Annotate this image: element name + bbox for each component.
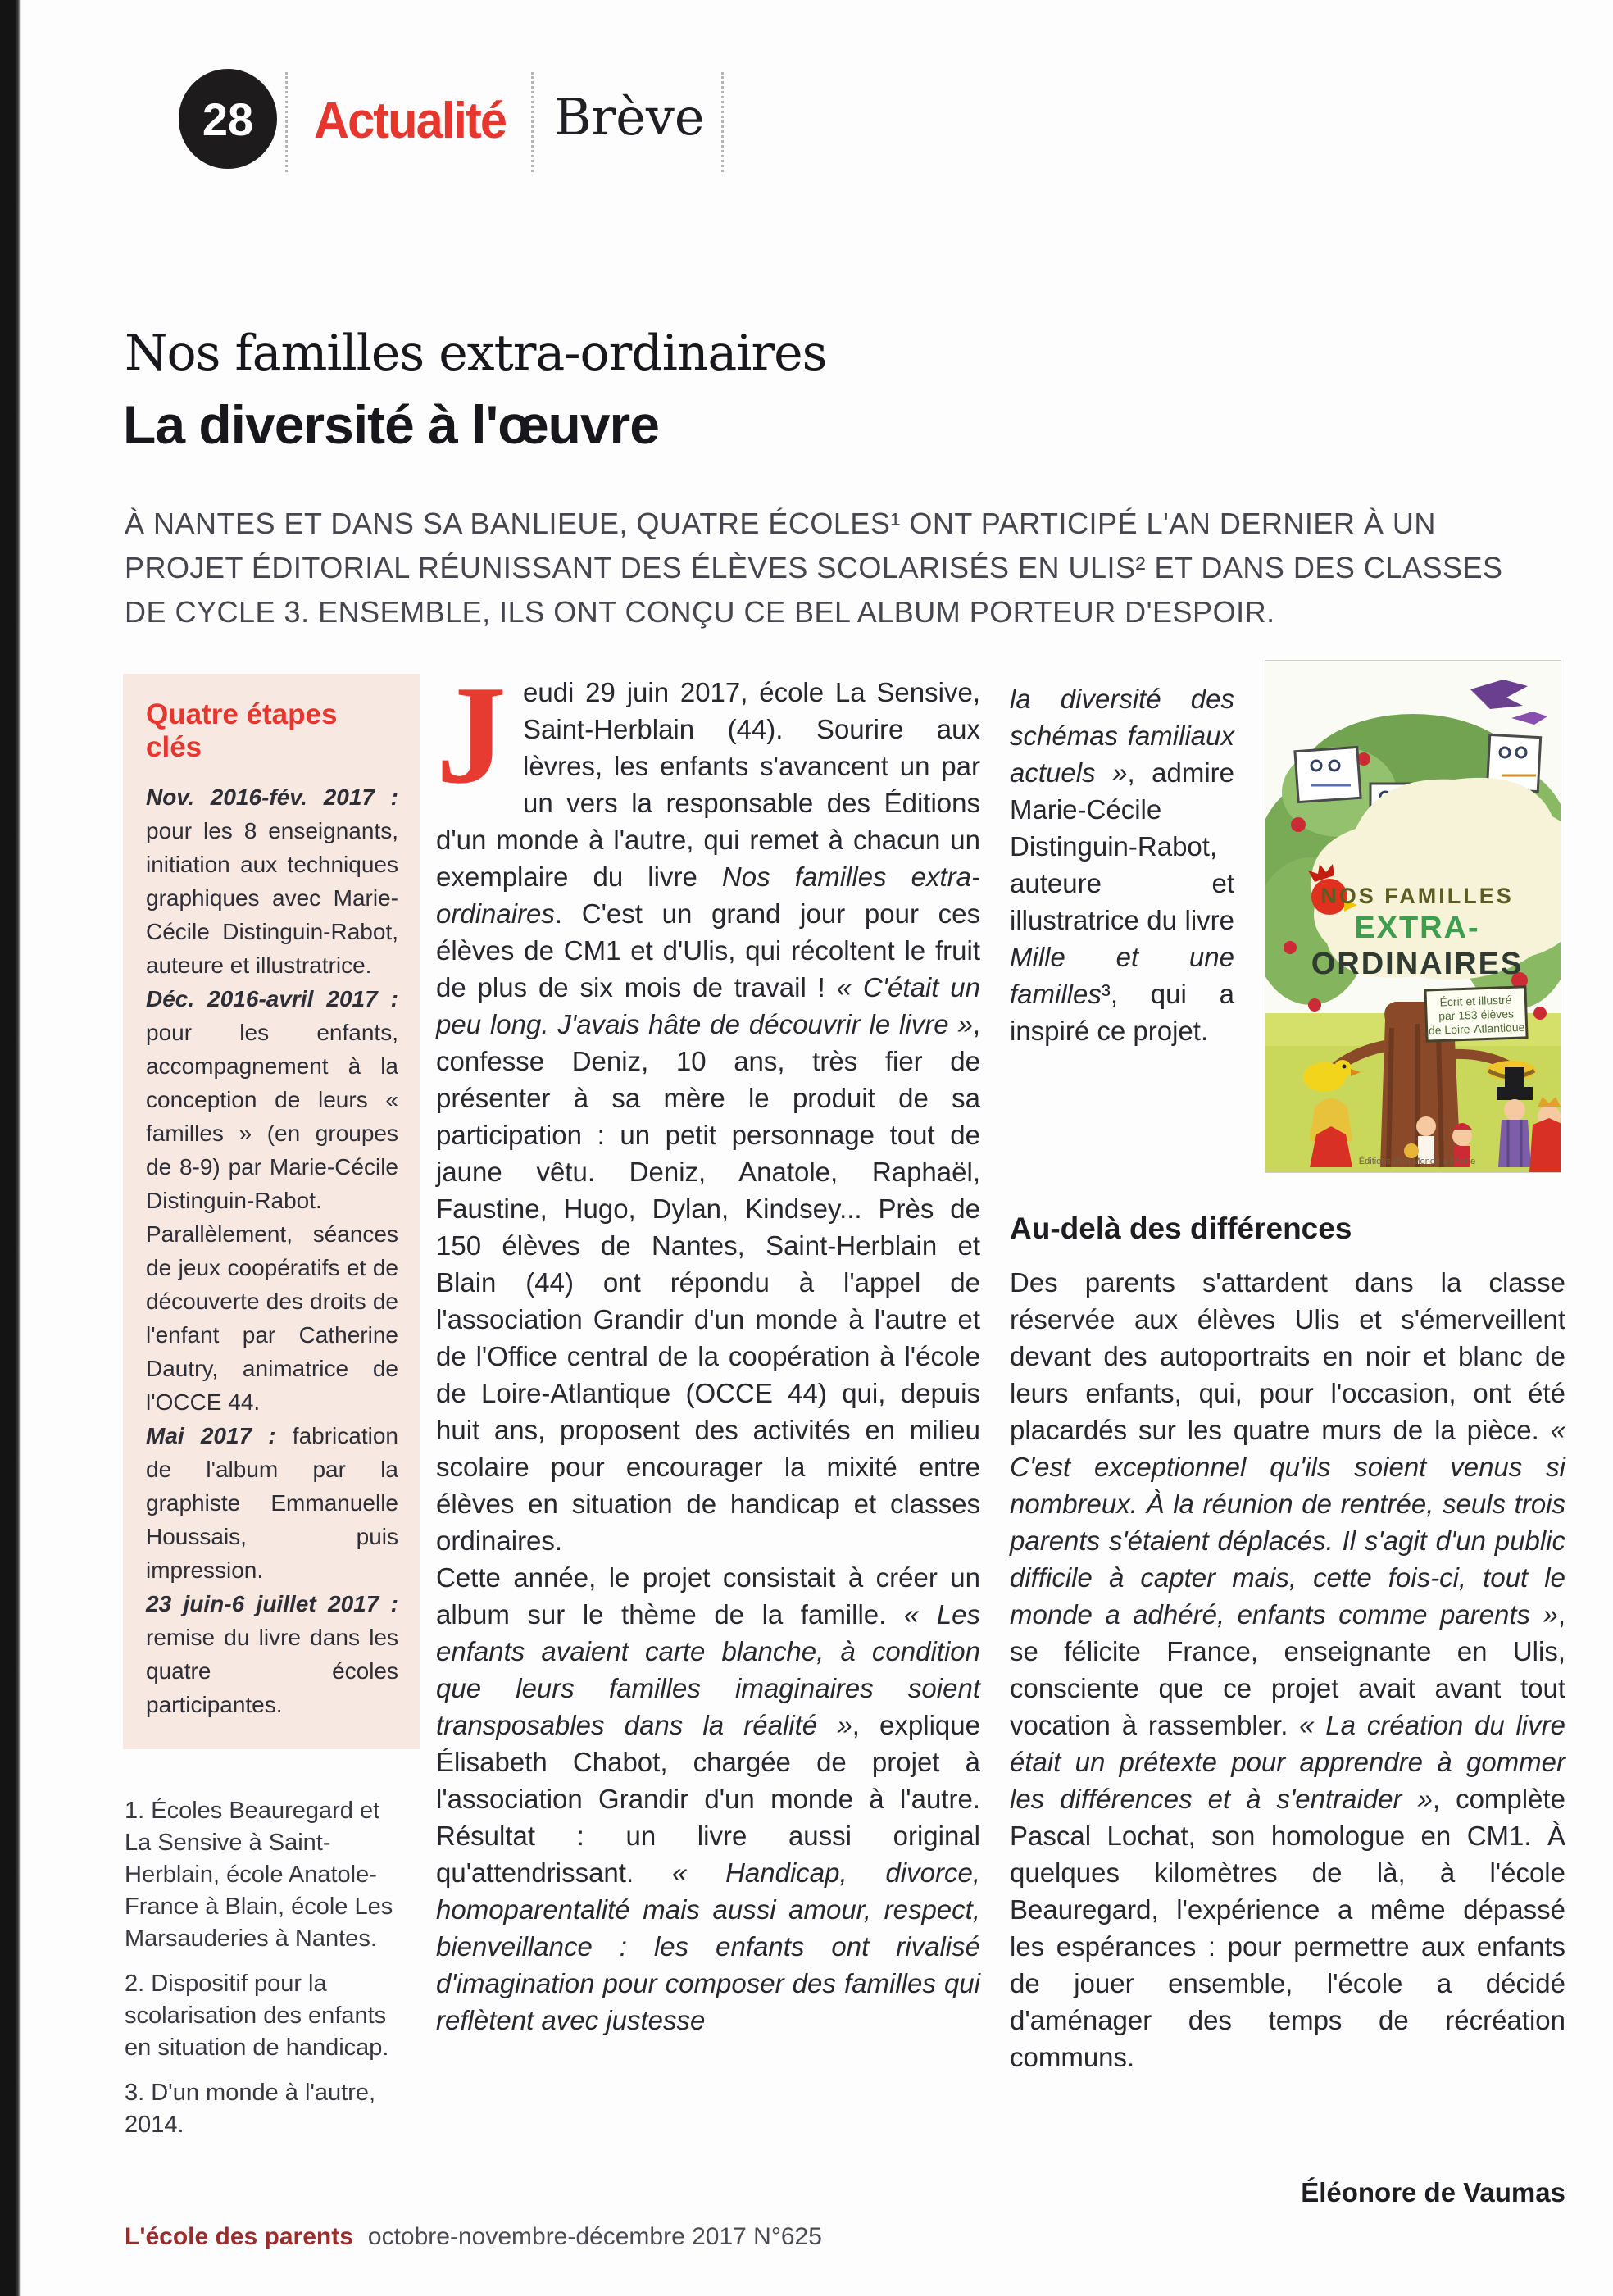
header-divider	[721, 72, 724, 172]
rubric-label: Brève	[554, 87, 705, 147]
header-divider	[531, 72, 534, 172]
stage-text: pour les 8 enseignants, initiation aux techniques graphiques avec Marie-Cécile Distinguin-Rabot, auteure et illustratrice.	[146, 818, 398, 978]
key-stages-title: Quatre étapes clés	[146, 698, 338, 763]
stage-text: pour les enfants, accompagnement à la conception de leurs « familles » (en groupes de 8-9) par Marie-Cécile Distinguin-Rabot. Parallèlement, séances de jeux coopératifs et de découverte des droits de l'enfant par Catherine Dautry, animatrice de l'OCCE 44.	[146, 1020, 398, 1415]
article-column-2-narrow	[1010, 680, 1234, 1049]
book-cover	[1265, 661, 1561, 1172]
paragraph-text: Cette année, le projet consistait à créer un album sur le thème de la famille. « Les enfants avaient carte blanche, à condition que leurs familles imaginaires soient transposables dans la réalité », explique Élisabeth Chabot, chargée de projet à l'association Grandir d'un monde à l'autre. Résultat : un livre aussi original qu'attendrissant. « Handicap, divorce, homoparentalité mais aussi amour, respect, bienveillance : les enfants ont rivalisé d'imagination pour composer des familles qui reflètent avec justesse	[436, 1562, 980, 2035]
footnotes	[125, 1795, 400, 2154]
article-column-2	[1010, 1264, 1565, 2075]
stage-text: remise du livre dans les quatre écoles participantes.	[146, 1625, 398, 1717]
footnote-1: 1. Écoles Beauregard et La Sensive à Saint-Herblain, école Anatole-France à Blain, école Les Marsauderies à Nantes.	[125, 1798, 393, 1952]
stage-date: Nov. 2016-fév. 2017 :	[146, 784, 398, 810]
paragraph	[436, 1559, 980, 2039]
stage-entry	[146, 1587, 398, 1721]
stage-entry	[146, 780, 398, 982]
paragraph	[436, 657, 981, 1559]
paragraph-text: eudi 29 juin 2017, école La Sensive, Saint-Herblain (44). Sourire aux lèvres, les enfants s'avancent un par un vers la responsable des Éditions d'un monde à l'autre, qui remet à chacun un exemplaire du livre Nos familles extra-ordinaires. C'est un grand jour pour ces élèves de CM1 et d'Ulis, qui récoltent le fruit de plus de six mois de travail ! « C'était un peu long. J'avais hâte de découvrir le livre », confesse Deniz, 10 ans, très fier de présenter à sa mère le produit de sa participation : un petit personnage tout de jaune vêtu. Deniz, Anatole, Raphaël, Faustine, Hugo, Dylan, Kindsey... Près de 150 élèves de Nantes, Saint-Herblain et Blain (44) ont répondu à l'appel de l'association Grandir d'un monde à l'autre et de l'Office central de la coopération à l'école de Loire-Atlantique (OCCE 44) qui, depuis huit ans, proposent des activités en milieu scolaire pour encourager la mixité entre élèves en situation de handicap et classes ordinaires.	[436, 677, 981, 1556]
stage-text: fabrication de l'album par la graphiste Emmanuelle Houssais, puis impression.	[146, 1423, 398, 1583]
stage-date: 23 juin-6 juillet 2017 :	[146, 1591, 398, 1616]
byline: Éléonore de Vaumas	[1301, 2177, 1565, 2207]
page-title: La diversité à l'œuvre	[123, 394, 659, 455]
key-stages-box	[123, 674, 420, 1749]
footnote-3: 3. D'un monde à l'autre, 2014.	[125, 2080, 376, 2138]
kicker: Nos familles extra-ordinaires	[125, 325, 827, 382]
standfirst: À NANTES ET DANS SA BANLIEUE, QUATRE ÉCOLES¹ ONT PARTICIPÉ L'AN DERNIER À UN PROJET ÉDITORIAL RÉUNISSANT DES ÉLÈVES SCOLARISÉS EN ULIS² ET DANS DES CLASSES DE CYCLE 3. ENSEMBLE, ILS ONT CONÇU CE BEL ALBUM PORTEUR D'ESPOIR.	[125, 507, 1503, 629]
paragraph-text: Des parents s'attardent dans la classe réservée aux élèves Ulis et s'émerveillent devant des autoportraits en noir et blanc de leurs enfants, qui, pour l'occasion, ont été placardés sur les quatre murs de la pièce. « C'est exceptionnel qu'ils soient venus si nombreux. À la réunion de rentrée, seuls trois parents s'étaient déplacés. Il s'agit d'un public difficile à capter mais, cette fois-ci, tout le monde a adhéré, enfants comme parents », se félicite France, enseignante en Ulis, consciente que ce projet avait avant tout vocation à rassembler. « La création du livre était un prétexte pour apprendre à gommer les différences et à s'entraider », complète Pascal Lochat, son homologue en CM1. À quelques kilomètres de là, à l'école Beauregard, l'expérience a même dépassé les espérances : pour permettre aux enfants de jouer ensemble, l'école a décidé d'aménager des temps de récréation communs.	[1010, 1267, 1565, 2072]
footnote-2: 2. Dispositif pour la scolarisation des enfants en situation de handicap.	[125, 1971, 389, 2061]
header-divider	[285, 72, 288, 172]
stage-entry	[146, 1419, 398, 1587]
stage-date: Mai 2017 :	[146, 1423, 276, 1448]
cover-sign-line2: par 153 élèves	[1438, 1007, 1515, 1023]
footer-brand: L'école des parents	[125, 2223, 353, 2250]
footer-issue: octobre-novembre-décembre 2017 N°625	[367, 2223, 822, 2250]
book-cover-illustration	[1265, 661, 1561, 1172]
cover-title-line1: NOS FAMILLES	[1320, 884, 1514, 908]
scan-edge	[0, 0, 21, 2296]
paragraph-text: la diversité des schémas familiaux actuels », admire Marie-Cécile Distinguin-Rabot, auteure et illustratrice du livre Mille et une familles³, qui a inspiré ce projet.	[1010, 684, 1234, 1046]
cover-title-line2: EXTRA-	[1354, 911, 1480, 945]
page-number: 28	[202, 93, 254, 145]
article-column-1	[436, 657, 981, 2039]
stage-entry	[146, 982, 398, 1419]
page-footer	[125, 2223, 822, 2251]
section-label: Actualité	[314, 93, 507, 149]
subheading: Au-delà des différences	[1010, 1212, 1352, 1245]
cover-title-line3: ORDINAIRES	[1311, 947, 1524, 981]
drop-cap: J	[436, 657, 507, 813]
cover-publisher: Éditions d'un Monde à l'Autre	[1358, 1157, 1476, 1166]
page-number-badge	[179, 69, 277, 169]
cover-sign-line3: de Loire-Atlantique	[1428, 1020, 1525, 1037]
stage-date: Déc. 2016-avril 2017 :	[146, 986, 398, 1012]
cover-sign-line1: Écrit et illustré	[1439, 993, 1512, 1009]
